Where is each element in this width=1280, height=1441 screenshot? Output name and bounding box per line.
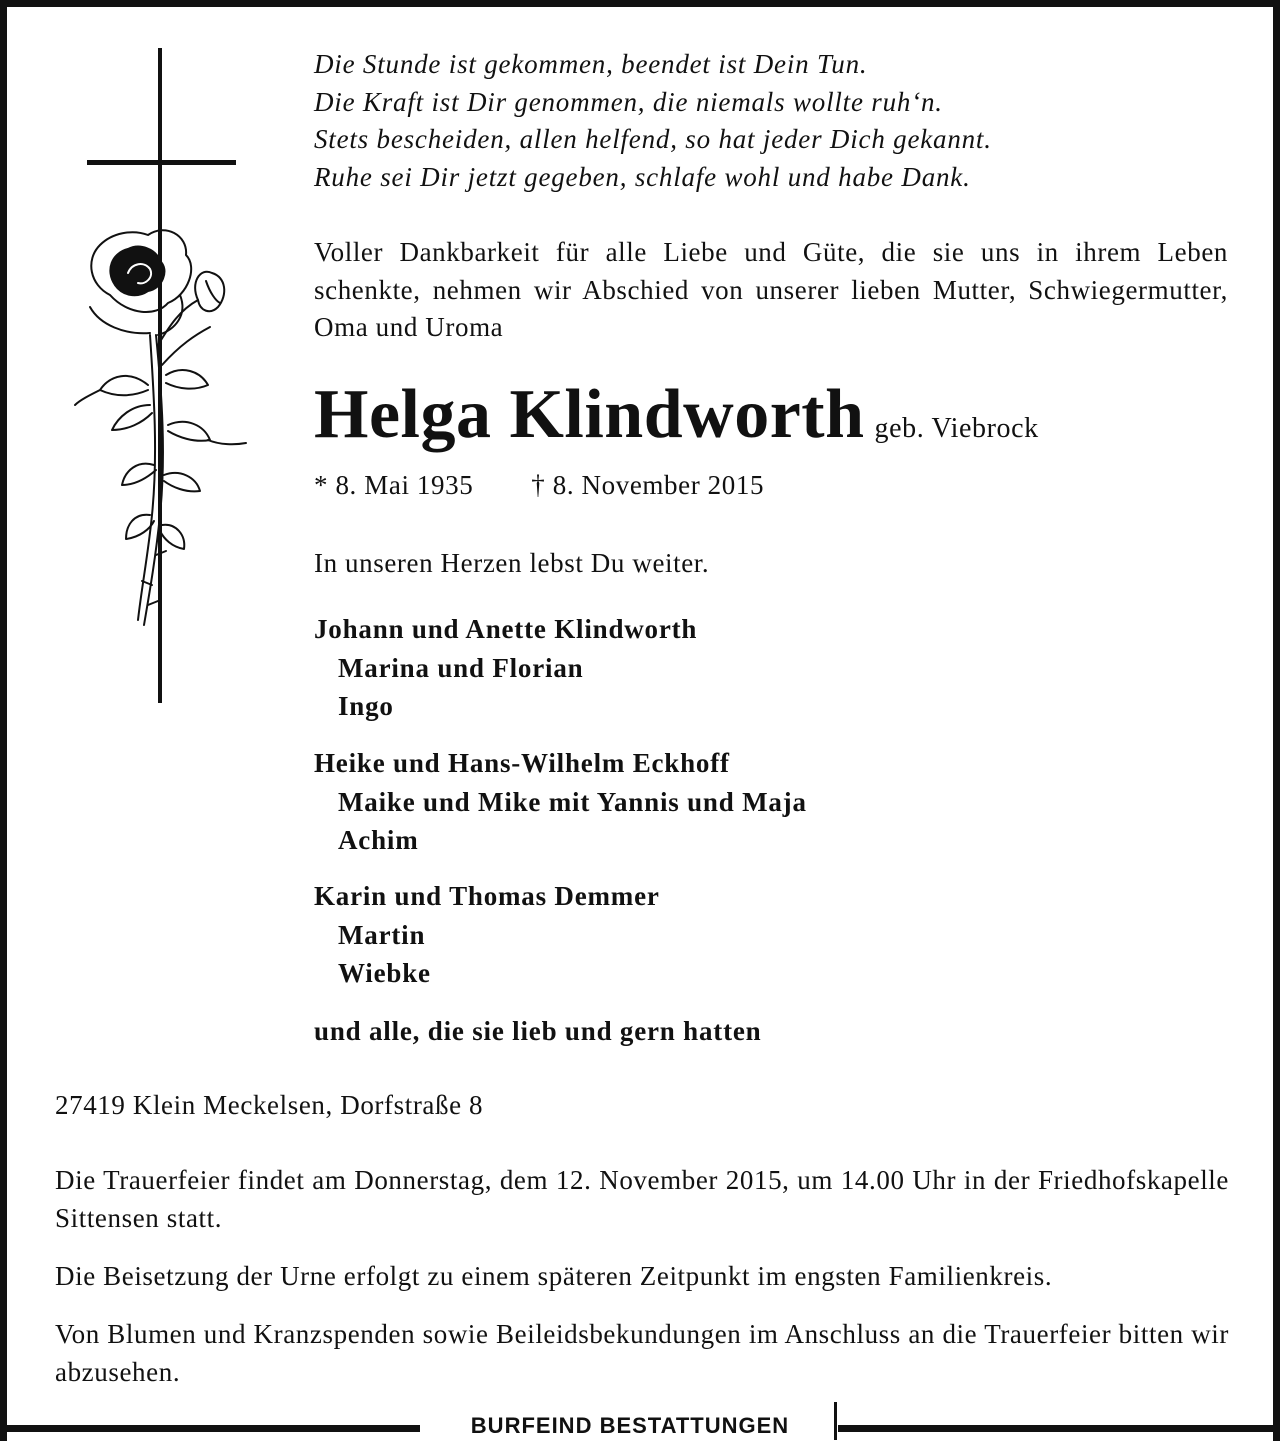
footer-divider bbox=[834, 1402, 837, 1440]
family-member: Maike und Mike mit Yannis und Maja bbox=[338, 786, 807, 817]
family-head: Heike und Hans-Wilhelm Eckhoff bbox=[314, 748, 730, 778]
deceased-name: Helga Klindworth bbox=[314, 376, 865, 453]
family-head: Karin und Thomas Demmer bbox=[314, 881, 660, 911]
footer-brand: BURFEIND BESTATTUNGEN bbox=[470, 1413, 790, 1438]
death-date: † 8. November 2015 bbox=[531, 470, 765, 500]
cross-icon bbox=[87, 48, 236, 703]
deceased-name-row bbox=[314, 375, 1234, 455]
family-member: Marina und Florian bbox=[338, 652, 584, 683]
family-group bbox=[314, 877, 1214, 993]
border-left bbox=[0, 0, 7, 1441]
birth-date: * 8. Mai 1935 bbox=[314, 470, 474, 500]
motto: In unseren Herzen lebst Du weiter. bbox=[314, 548, 710, 578]
family-group bbox=[314, 610, 1214, 726]
address: 27419 Klein Meckelsen, Dorfstraße 8 bbox=[55, 1090, 484, 1120]
birth-name: geb. Viebrock bbox=[874, 413, 1039, 444]
cross-with-rose-icon bbox=[70, 45, 260, 705]
family-member: Achim bbox=[338, 825, 419, 855]
closing-line: und alle, die sie lieb und gern hatten bbox=[314, 1016, 762, 1046]
poem-line: Die Stunde ist gekommen, beendet ist Dein Tun. bbox=[314, 49, 868, 79]
family-head: Johann und Anette Klindworth bbox=[314, 614, 698, 644]
donation-info-paragraph: Von Blumen und Kranzspenden sowie Beileidsbekundungen im Anschluss an die Trauerfeier bitten wir abzusehen. bbox=[55, 1319, 1229, 1387]
border-right bbox=[1273, 0, 1280, 1441]
border-bottom-left bbox=[0, 1425, 420, 1432]
family-group bbox=[314, 744, 1214, 860]
family-member: Martin bbox=[338, 919, 426, 950]
intro-text: Voller Dankbarkeit für alle Liebe und Güte, die sie uns in ihrem Leben schenkte, nehmen wir Abschied von unserer lieben Mutter, Schwiegermutter, Oma und Uroma bbox=[314, 237, 1228, 342]
family-member: Ingo bbox=[338, 691, 394, 721]
poem-line: Die Kraft ist Dir genommen, die niemals wollte ruh‘n. bbox=[314, 86, 943, 117]
border-top bbox=[0, 0, 1280, 7]
burial-info-paragraph: Die Beisetzung der Urne erfolgt zu einem späteren Zeitpunkt im engsten Familienkreis. bbox=[55, 1261, 1053, 1291]
life-dates bbox=[314, 467, 764, 503]
poem-line: Stets bescheiden, allen helfend, so hat jeder Dich gekannt. bbox=[314, 124, 992, 154]
poem bbox=[314, 46, 1234, 196]
poem-line: Ruhe sei Dir jetzt gegeben, schlafe wohl und habe Dank. bbox=[314, 161, 971, 192]
border-bottom-right bbox=[838, 1425, 1280, 1432]
family-member: Wiebke bbox=[338, 958, 431, 988]
funeral-info-paragraph: Die Trauerfeier findet am Donnerstag, dem 12. November 2015, um 14.00 Uhr in der Friedhofskapelle Sittensen statt. bbox=[55, 1165, 1229, 1233]
